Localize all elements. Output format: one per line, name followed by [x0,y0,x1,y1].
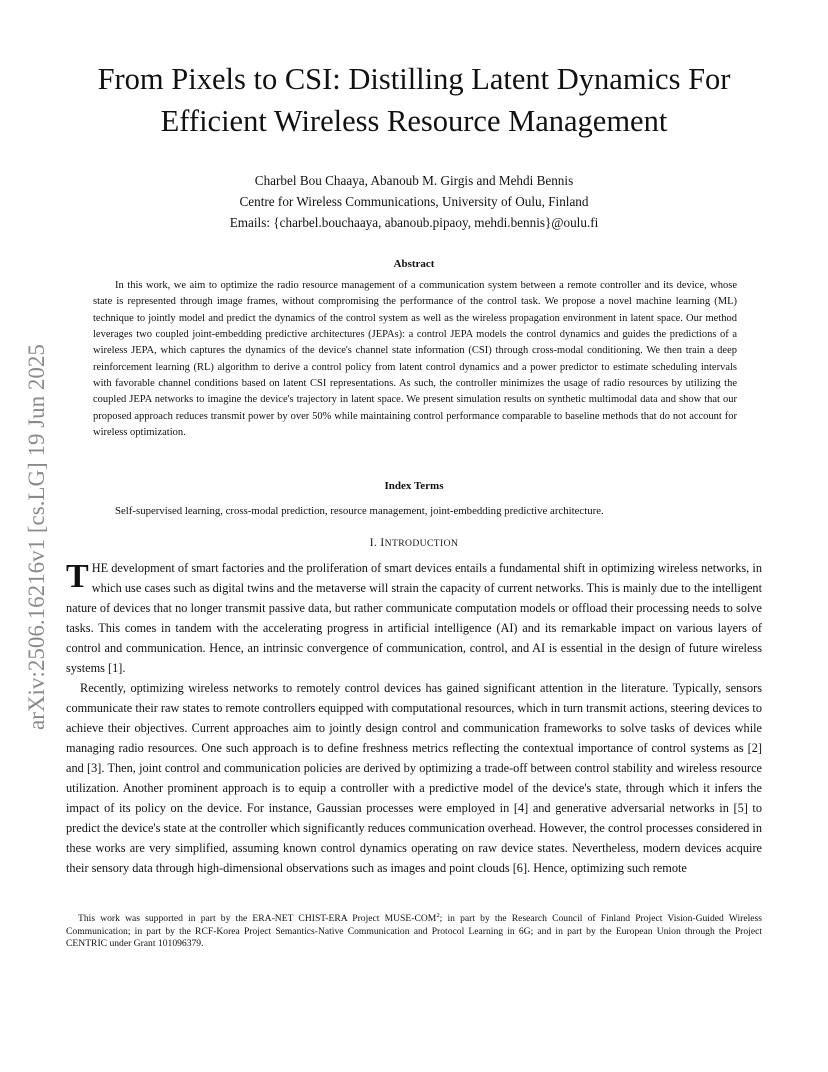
section-heading [40,537,788,549]
footnote-superscript: 2 [436,911,440,919]
author-names: Charbel Bou Chaaya, Abanoub M. Girgis and Mehdi Bennis [254,173,574,188]
footnote-part-1: This work was supported in part by the ERA-NET CHIST-ERA Project MUSE-COM [78,913,437,924]
body-paragraph-2: Recently, optimizing wireless networks to remotely control devices has gained significant attention in the literature. Typically, sensors communicate their raw states to remote controllers equipped with computational resources, which in turn transmit actions, steering devices to achieve their objectives. Current approaches aim to jointly design control and communication frameworks to solve tasks of devices while managing radio resources. One such approach is to define freshness metrics reflecting the contextual importance of control systems as [2] and [3]. Then, joint control and communication policies are derived by optimizing a trade-off between control stability and wireless resource utilization. Another prominent approach is to equip a controller with a predictive model of the device's state, through which it infers the impact of its policy on the device. For instance, Gaussian processes were employed in [4] and generative adversarial networks in [5] to predict the device's state at the controller which significantly reduces communication overhead. However, the control processes considered in these works are very simplified, assuming known control dynamics operating on raw device states. Nevertheless, modern devices acquire their sensory data through high-dimensional observations such as images and point clouds [6]. Hence, optimizing such remote [66,681,762,875]
index-terms-heading: Index Terms [384,480,444,492]
paper-title [40,58,788,142]
funding-footnote [66,913,762,951]
abstract-text: In this work, we aim to optimize the radio resource management of a communication system between a remote controller and its device, whose state is represented through image frames, without compromising the performance of the control task. We propose a novel machine learning (ML) technique to jointly model and predict the dynamics of the control system as well as the wireless propagation environment in latent space. Our method leverages two coupled joint-embedding predictive architectures (JEPAs): a control JEPA models the control dynamics and guides the predictions of a wireless JEPA, which captures the dynamics of the device's channel state information (CSI) through cross-modal conditioning. We then train a deep reinforcement learning (RL) algorithm to derive a control policy from latent control dynamics and a power predictor to estimate scheduling intervals with favorable channel conditions based on latent CSI representations. As such, the controller minimizes the usage of radio resources by utilizing the coupled JEPA networks to imagine the device's trajectory in latent space. We present simulation results on synthetic multimodal data and show that our proposed approach reduces transmit power by over 50% while maintaining control performance comparable to baseline methods that do not account for wireless optimization. [93,280,737,439]
footnote-part-2: ; in part by the Research Council of Finland Project Vision-Guided Wireless Communication; in part by the RCF-Korea Project Semantics-Native Communication and Protocol Learning in 6G; and in part by the European Union through the Project CENTRIC under Grant 101096379. [66,913,762,949]
paragraph-1-text: HE development of smart factories and the proliferation of smart devices entails a fundamental shift in optimizing wireless networks, in which use cases such as digital twins and the metaverse will strain the capacity of current networks. This is mainly due to the intelligent nature of devices that no longer transmit passive data, but rather communicate computation models or offload their processing needs to solve tasks. This comes in tandem with the accelerating progress in artificial intelligence (AI) and its remarkable impact on various layers of control and communication. Hence, an intrinsic convergence of communication, control, and AI is essential in the design of future wireless systems [1]. [66,561,762,675]
index-terms-text: Self-supervised learning, cross-modal prediction, resource management, joint-embedding predictive architecture. [115,505,604,517]
title-line-2: Efficient Wireless Resource Management [160,104,668,138]
arxiv-identifier: arXiv:2506.16216v1 [cs.LG] 19 Jun 2025 [24,344,49,730]
body-paragraph-1 [66,558,762,678]
author-emails: Emails: {charbel.bouchaaya, abanoub.pipaoy, mehdi.bennis}@oulu.fi [229,215,599,230]
section-number: I. [369,537,378,549]
section-title-rest: NTRODUCTION [384,538,459,549]
section-title-initial: I [380,537,385,549]
title-line-1: From Pixels to CSI: Distilling Latent Dynamics For [97,62,731,96]
author-block [40,170,788,233]
abstract-heading: Abstract [393,258,435,270]
drop-cap: T [66,558,89,595]
body-text [66,558,762,878]
author-affiliation: Centre for Wireless Communications, University of Oulu, Finland [239,194,589,209]
